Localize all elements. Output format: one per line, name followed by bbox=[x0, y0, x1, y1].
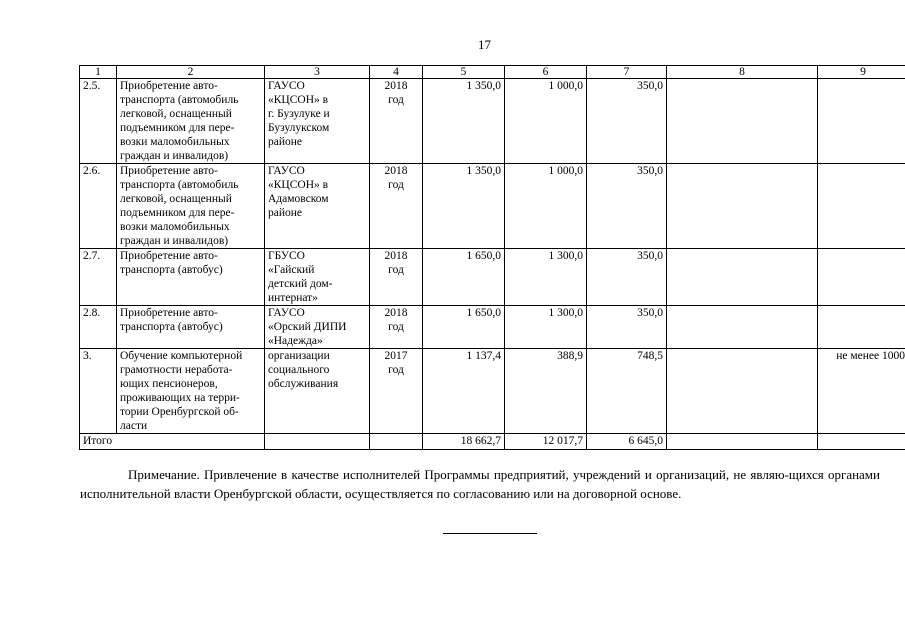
column-8 bbox=[667, 349, 818, 434]
executor: ГБУСО «Гайский детский дом- интернат» bbox=[265, 249, 370, 306]
empty-cell bbox=[667, 434, 818, 450]
table-header-row bbox=[80, 66, 905, 79]
year: 2018 год bbox=[370, 249, 423, 306]
row-number: 2.8. bbox=[80, 306, 117, 349]
executor: ГАУСО «КЦСОН» в г. Бузулуке и Бузулукском районе bbox=[265, 79, 370, 164]
header-cell: 4 bbox=[370, 66, 423, 79]
table-row bbox=[80, 349, 905, 434]
regional-budget: 1 000,0 bbox=[505, 79, 587, 164]
row-number: 2.7. bbox=[80, 249, 117, 306]
executor: ГАУСО «Орский ДИПИ «Надежда» bbox=[265, 306, 370, 349]
total-sum-5: 18 662,7 bbox=[423, 434, 505, 450]
header-cell: 2 bbox=[117, 66, 265, 79]
column-8 bbox=[667, 79, 818, 164]
regional-budget: 1 300,0 bbox=[505, 249, 587, 306]
year: 2018 год bbox=[370, 306, 423, 349]
page-number: 17 bbox=[478, 37, 491, 52]
program-table bbox=[79, 65, 905, 450]
row-number: 2.5. bbox=[80, 79, 117, 164]
column-9 bbox=[818, 164, 905, 249]
header-cell: 5 bbox=[423, 66, 505, 79]
column-9: не менее 1000 bbox=[818, 349, 905, 434]
table-row bbox=[80, 249, 905, 306]
empty-cell bbox=[370, 434, 423, 450]
regional-budget: 388,9 bbox=[505, 349, 587, 434]
row-number: 2.6. bbox=[80, 164, 117, 249]
measure-name: Приобретение авто- транспорта (автомобиль легковой, оснащенный подъемником для пере- возки маломобильных граждан и инвалидов) bbox=[117, 164, 265, 249]
column-8 bbox=[667, 164, 818, 249]
header-cell: 8 bbox=[667, 66, 818, 79]
table-row bbox=[80, 164, 905, 249]
total-cost: 1 650,0 bbox=[423, 249, 505, 306]
header-cell: 7 bbox=[587, 66, 667, 79]
executor: организации социального обслуживания bbox=[265, 349, 370, 434]
table-row bbox=[80, 306, 905, 349]
regional-budget: 1 300,0 bbox=[505, 306, 587, 349]
total-cost: 1 350,0 bbox=[423, 79, 505, 164]
other-sources: 350,0 bbox=[587, 79, 667, 164]
column-8 bbox=[667, 249, 818, 306]
footnote: Примечание. Привлечение в качестве исполнителей Программы предприятий, учреждений и организаций, не являю-щихся органами исполнительной власти Оренбургской области, осуществляется по согласованию или на договорной основе. bbox=[80, 467, 880, 501]
header-cell: 3 bbox=[265, 66, 370, 79]
table-body bbox=[80, 66, 905, 450]
measure-name: Приобретение авто- транспорта (автобус) bbox=[117, 249, 265, 306]
empty-cell bbox=[265, 434, 370, 450]
header-cell: 6 bbox=[505, 66, 587, 79]
other-sources: 748,5 bbox=[587, 349, 667, 434]
separator-line bbox=[443, 533, 537, 534]
total-label: Итого bbox=[80, 434, 265, 450]
year: 2018 год bbox=[370, 79, 423, 164]
total-cost: 1 137,4 bbox=[423, 349, 505, 434]
other-sources: 350,0 bbox=[587, 249, 667, 306]
column-9 bbox=[818, 249, 905, 306]
executor: ГАУСО «КЦСОН» в Адамовском районе bbox=[265, 164, 370, 249]
empty-cell bbox=[818, 434, 905, 450]
total-row bbox=[80, 434, 905, 450]
total-sum-7: 6 645,0 bbox=[587, 434, 667, 450]
column-9 bbox=[818, 79, 905, 164]
year: 2017 год bbox=[370, 349, 423, 434]
header-cell: 9 bbox=[818, 66, 905, 79]
measure-name: Обучение компьютерной грамотности неработа- ющих пенсионеров, проживающих на терри- тории Оренбургской об- ласти bbox=[117, 349, 265, 434]
table-row bbox=[80, 79, 905, 164]
column-9 bbox=[818, 306, 905, 349]
total-cost: 1 350,0 bbox=[423, 164, 505, 249]
header-cell: 1 bbox=[80, 66, 117, 79]
total-cost: 1 650,0 bbox=[423, 306, 505, 349]
total-sum-6: 12 017,7 bbox=[505, 434, 587, 450]
year: 2018 год bbox=[370, 164, 423, 249]
other-sources: 350,0 bbox=[587, 306, 667, 349]
measure-name: Приобретение авто- транспорта (автобус) bbox=[117, 306, 265, 349]
measure-name: Приобретение авто- транспорта (автомобиль легковой, оснащенный подъемником для пере- возки маломобильных граждан и инвалидов) bbox=[117, 79, 265, 164]
other-sources: 350,0 bbox=[587, 164, 667, 249]
column-8 bbox=[667, 306, 818, 349]
regional-budget: 1 000,0 bbox=[505, 164, 587, 249]
row-number: 3. bbox=[80, 349, 117, 434]
